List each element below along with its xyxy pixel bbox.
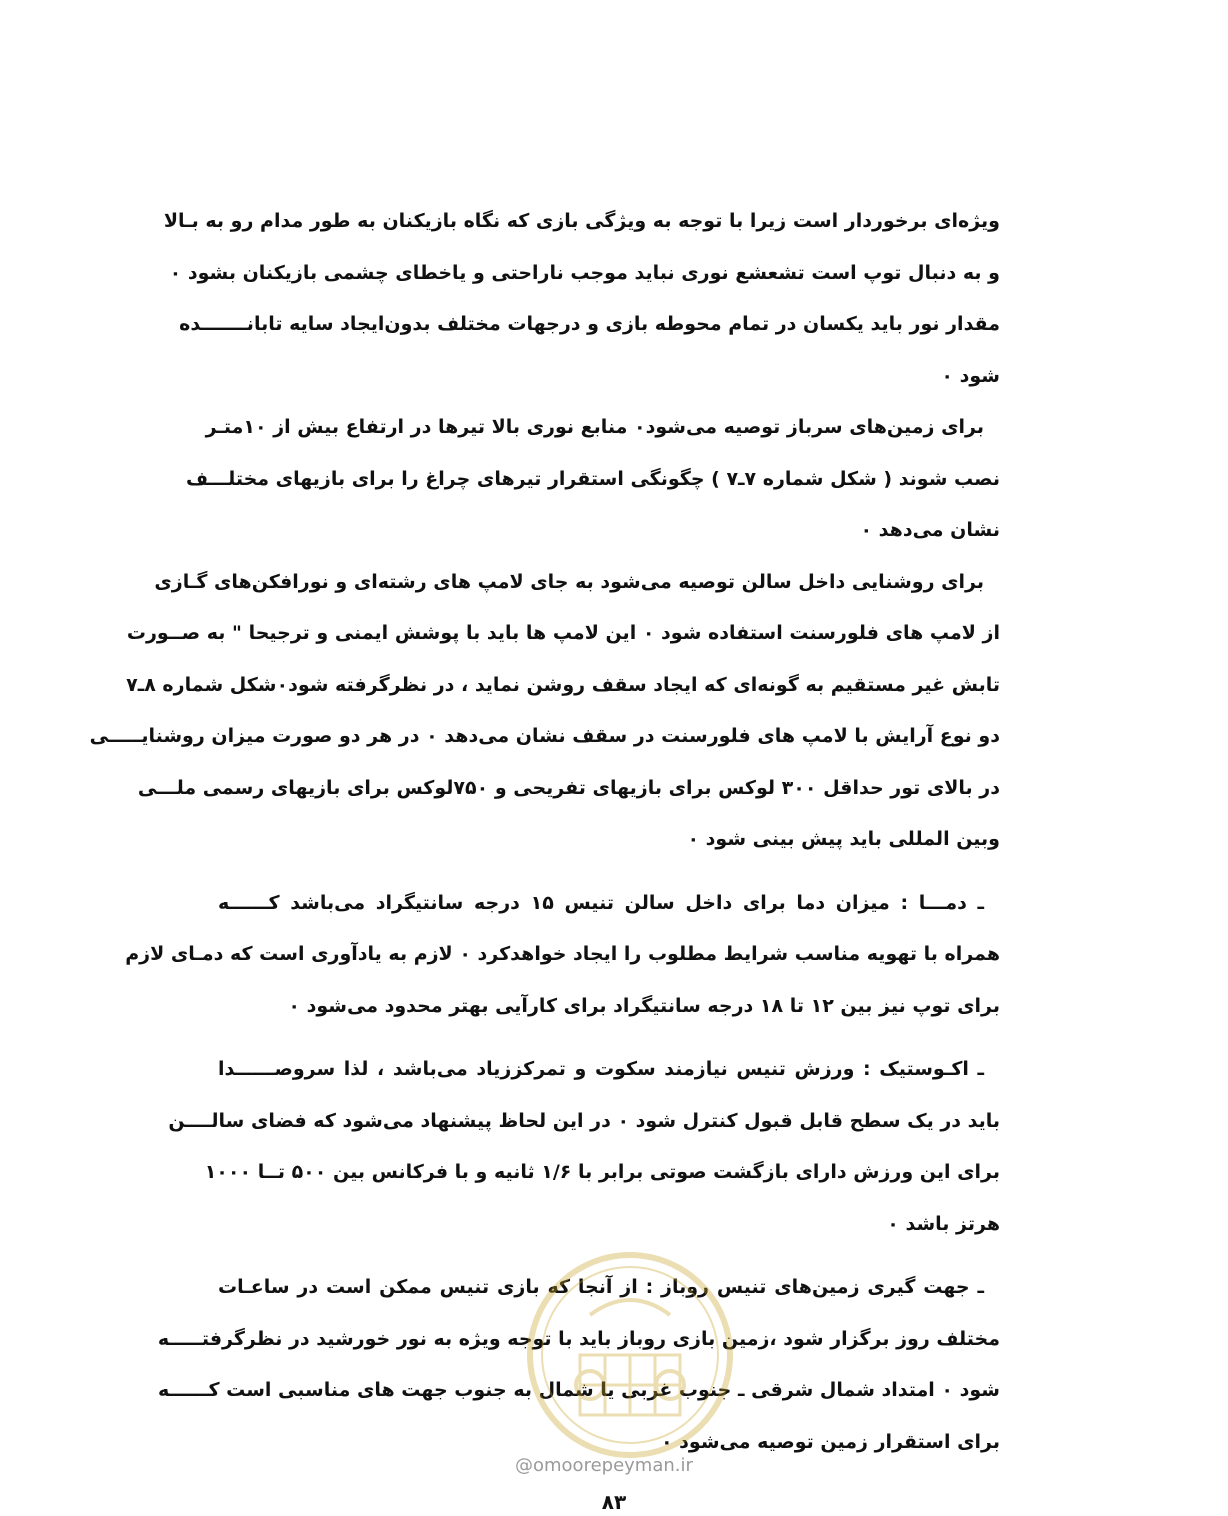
text-line: دو نوع آرایش با لامپ های فلورسنت در سقف نشان می‌دهد ۰ در هر دو صورت میزان روشنایـــــی	[89, 725, 1000, 747]
text-line: باید در یک سطح قابل قبول کنترل شود ۰ در این لحاظ پیشنهاد می‌شود که فضای سالــــن	[168, 1109, 1000, 1132]
text-line: ـ جهت گیری زمین‌های تنیس روباز : از آنجا که بازی تنیس ممکن است در ساعـات	[218, 1276, 984, 1298]
text-line: شود ۰ امتداد شمال شرقی ـ جنوب غربی یا شمال به جنوب جهت های مناسبی است کــــــه	[157, 1379, 1000, 1401]
text-line: ـ اکـوستیک : ورزش تنیس نیازمند سکوت و تمرکززیاد می‌باشد ، لذا سروصــــــدا	[218, 1058, 984, 1080]
text-line: برای توپ نیز بین ۱۲ تا ۱۸ درجه سانتیگراد برای کارآیی بهتر محدود می‌شود ۰	[288, 994, 1000, 1017]
text-line: از لامپ های فلورسنت استفاده شود ۰ این لامپ ها باید با پوشش ایمنی و ترجیحا " به صــورت	[126, 622, 1000, 644]
text-line: برای روشنایی داخل سالن توصیه می‌شود به جای لامپ های رشته‌ای و نورافکن‌های گـازی	[154, 570, 984, 593]
text-line: شود ۰	[941, 364, 1000, 387]
text-line: برای استقرار زمین توصیه می‌شود ۰	[660, 1430, 1000, 1453]
text-line: ـ دمـــا : میزان دما برای داخل سالن تنیس ۱۵ درجه سانتیگراد می‌باشد کــــــه	[218, 891, 984, 914]
text-line: همراه با تهویه مناسب شرایط مطلوب را ایجاد خواهدکرد ۰ لازم به یادآوری است که دمـای لازم	[125, 943, 1000, 965]
text-line: نشان می‌دهد ۰	[860, 519, 1000, 541]
text-line: برای این ورزش دارای بازگشت صوتی برابر با ۱/۶ ثانیه و با فرکانس بین ۵۰۰ تــا ۱۰۰۰	[204, 1161, 1000, 1183]
text-line: ویژه‌ای برخوردار است زیرا با توجه به ویژگی بازی که نگاه بازیکنان به طور مدام رو به بـالا	[163, 210, 1000, 232]
text-line: هرتز باشد ۰	[887, 1212, 1000, 1235]
text-line: نصب شوند ( شکل شماره ۷ـ۷ ) چگونگی استقرار تیرهای چراغ را برای بازیهای مختلـــف	[185, 467, 1000, 490]
paragraph-gap	[218, 1032, 1000, 1044]
watermark-url: @omoorepeyman.ir	[515, 1455, 693, 1476]
watermark-logo	[520, 1245, 740, 1465]
text-line: و به دنبال توپ است تشعشع نوری نباید موجب ناراحتی و یاخطای چشمی بازیکنان بشود ۰	[169, 261, 1000, 284]
text-line: مختلف روز برگزار شود ،زمین بازی روباز باید با توجه ویژه به نور خورشید در نظرگرفتـــــه	[157, 1327, 1000, 1350]
text-line: تابش غیر مستقیم به گونه‌ای که ایجاد سقف روشن نماید ، در نظرگرفته شود۰شکل شماره ۸ـ۷	[126, 673, 1000, 696]
text-line: وبین المللی باید پیش بینی شود ۰	[687, 828, 1000, 850]
paragraph-gap	[218, 866, 1000, 878]
text-line: در بالای تور حداقل ۳۰۰ لوکس برای بازیهای تفریحی و ۷۵۰لوکس برای بازیهای رسمی ملـــی	[137, 776, 1000, 799]
page-number: ۸۳	[601, 1490, 627, 1514]
text-line: برای زمین‌های سرباز توصیه می‌شود۰ منابع نوری بالا تیرها در ارتفاع بیش از ۱۰متـر	[205, 416, 984, 438]
text-line: مقدار نور باید یکسان در تمام محوطه بازی و درجهات مختلف بدون‌ایجاد سایه تابانـــــــده	[179, 313, 1000, 335]
